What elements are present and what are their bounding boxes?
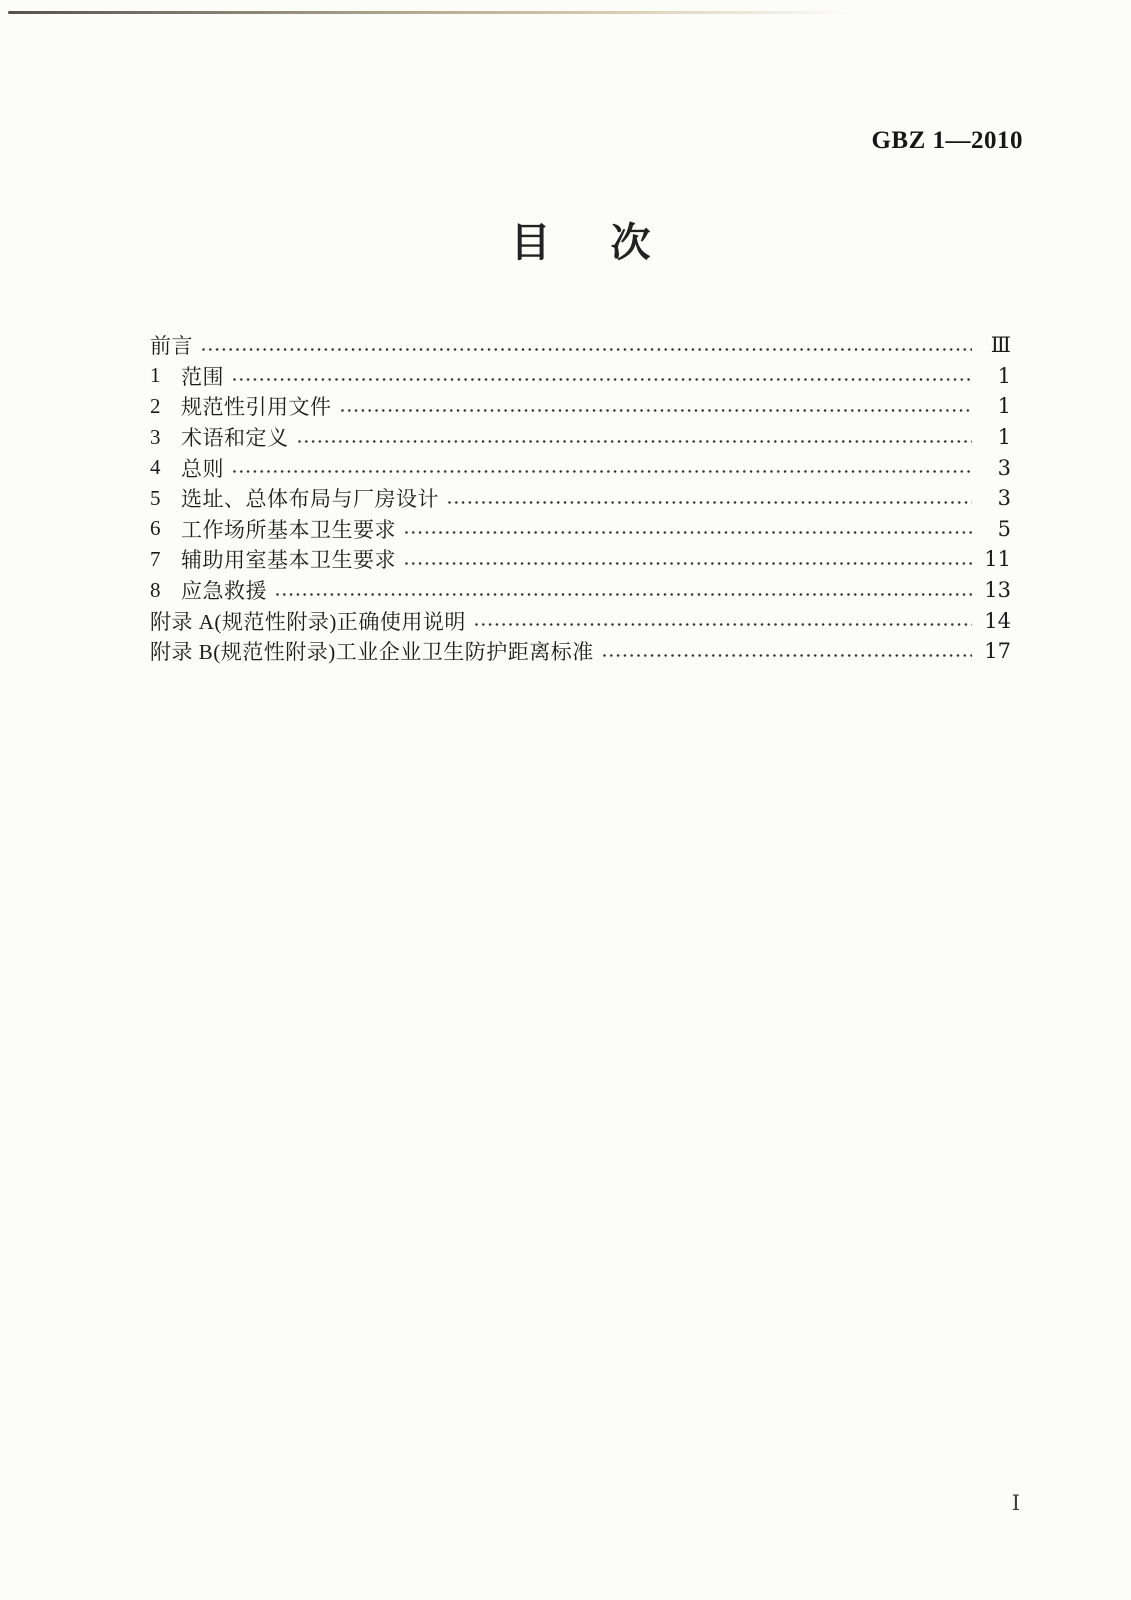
- toc-entry: [150, 605, 1011, 636]
- toc-entry: [150, 391, 1011, 422]
- toc-dot-leader: [298, 440, 973, 443]
- toc-entry-page: Ⅲ: [990, 333, 1011, 358]
- toc-entry-label: 辅助用室基本卫生要求: [181, 548, 396, 573]
- toc-dot-leader: [202, 348, 972, 351]
- toc-entry-number: 7: [150, 546, 161, 571]
- toc-entry: [150, 575, 1011, 606]
- toc-entry: [150, 422, 1011, 453]
- toc-dot-leader: [405, 531, 972, 534]
- toc-entry-label: 附录 B(规范性附录)工业企业卫生防护距离标准: [150, 640, 594, 665]
- toc-entry-number: 4: [150, 455, 161, 480]
- toc-entry-label: 工作场所基本卫生要求: [181, 517, 396, 542]
- page-title-char: 目: [510, 220, 551, 266]
- toc-entry-label: 术语和定义: [181, 426, 289, 451]
- toc-dot-leader: [405, 562, 972, 565]
- toc-entry: [150, 330, 1011, 361]
- page-number: Ⅰ: [1011, 1491, 1020, 1515]
- toc-dot-leader: [448, 501, 972, 504]
- toc-entry-page: 1: [997, 394, 1011, 419]
- toc-dot-leader: [233, 470, 972, 473]
- toc-entry-page: 3: [997, 455, 1011, 480]
- toc-dot-leader: [603, 654, 972, 657]
- standard-code: GBZ 1—2010: [871, 127, 1023, 154]
- toc-entry-label: 附录 A(规范性附录)正确使用说明: [150, 609, 466, 634]
- toc-entry-label: 范围: [181, 364, 224, 389]
- toc-entry-number: 5: [150, 485, 161, 510]
- toc-entry-page: 17: [984, 639, 1011, 664]
- toc-dot-leader: [233, 378, 972, 381]
- toc-entry-page: 3: [997, 486, 1011, 511]
- toc-entry-page: 14: [984, 608, 1011, 633]
- toc-dot-leader: [341, 409, 973, 412]
- page-title-char: 次: [610, 220, 651, 266]
- table-of-contents: [150, 330, 1011, 667]
- toc-dot-leader: [475, 623, 972, 626]
- toc-entry-number: 2: [150, 393, 161, 418]
- toc-entry: [150, 544, 1011, 575]
- toc-entry-page: 1: [997, 425, 1011, 450]
- toc-entry-page: 1: [997, 363, 1011, 388]
- toc-entry-label: 前言: [150, 334, 193, 359]
- toc-entry-label: 规范性引用文件: [181, 395, 332, 420]
- toc-entry-page: 5: [997, 516, 1011, 541]
- page-title: [150, 221, 1011, 265]
- toc-entry-label: 总则: [181, 456, 224, 481]
- toc-entry-page: 13: [984, 578, 1011, 603]
- scan-artifact-line: [8, 11, 853, 14]
- toc-entry: [150, 514, 1011, 545]
- toc-entry: [150, 636, 1011, 667]
- toc-entry-label: 选址、总体布局与厂房设计: [181, 487, 439, 512]
- toc-entry-number: 8: [150, 577, 161, 602]
- toc-entry-number: 6: [150, 516, 161, 541]
- toc-entry: [150, 483, 1011, 514]
- toc-dot-leader: [276, 593, 972, 596]
- toc-entry: [150, 361, 1011, 392]
- toc-entry-number: 1: [150, 363, 161, 388]
- toc-entry-label: 应急救援: [181, 579, 267, 604]
- toc-entry: [150, 452, 1011, 483]
- toc-entry-number: 3: [150, 424, 161, 449]
- toc-entry-page: 11: [984, 547, 1011, 572]
